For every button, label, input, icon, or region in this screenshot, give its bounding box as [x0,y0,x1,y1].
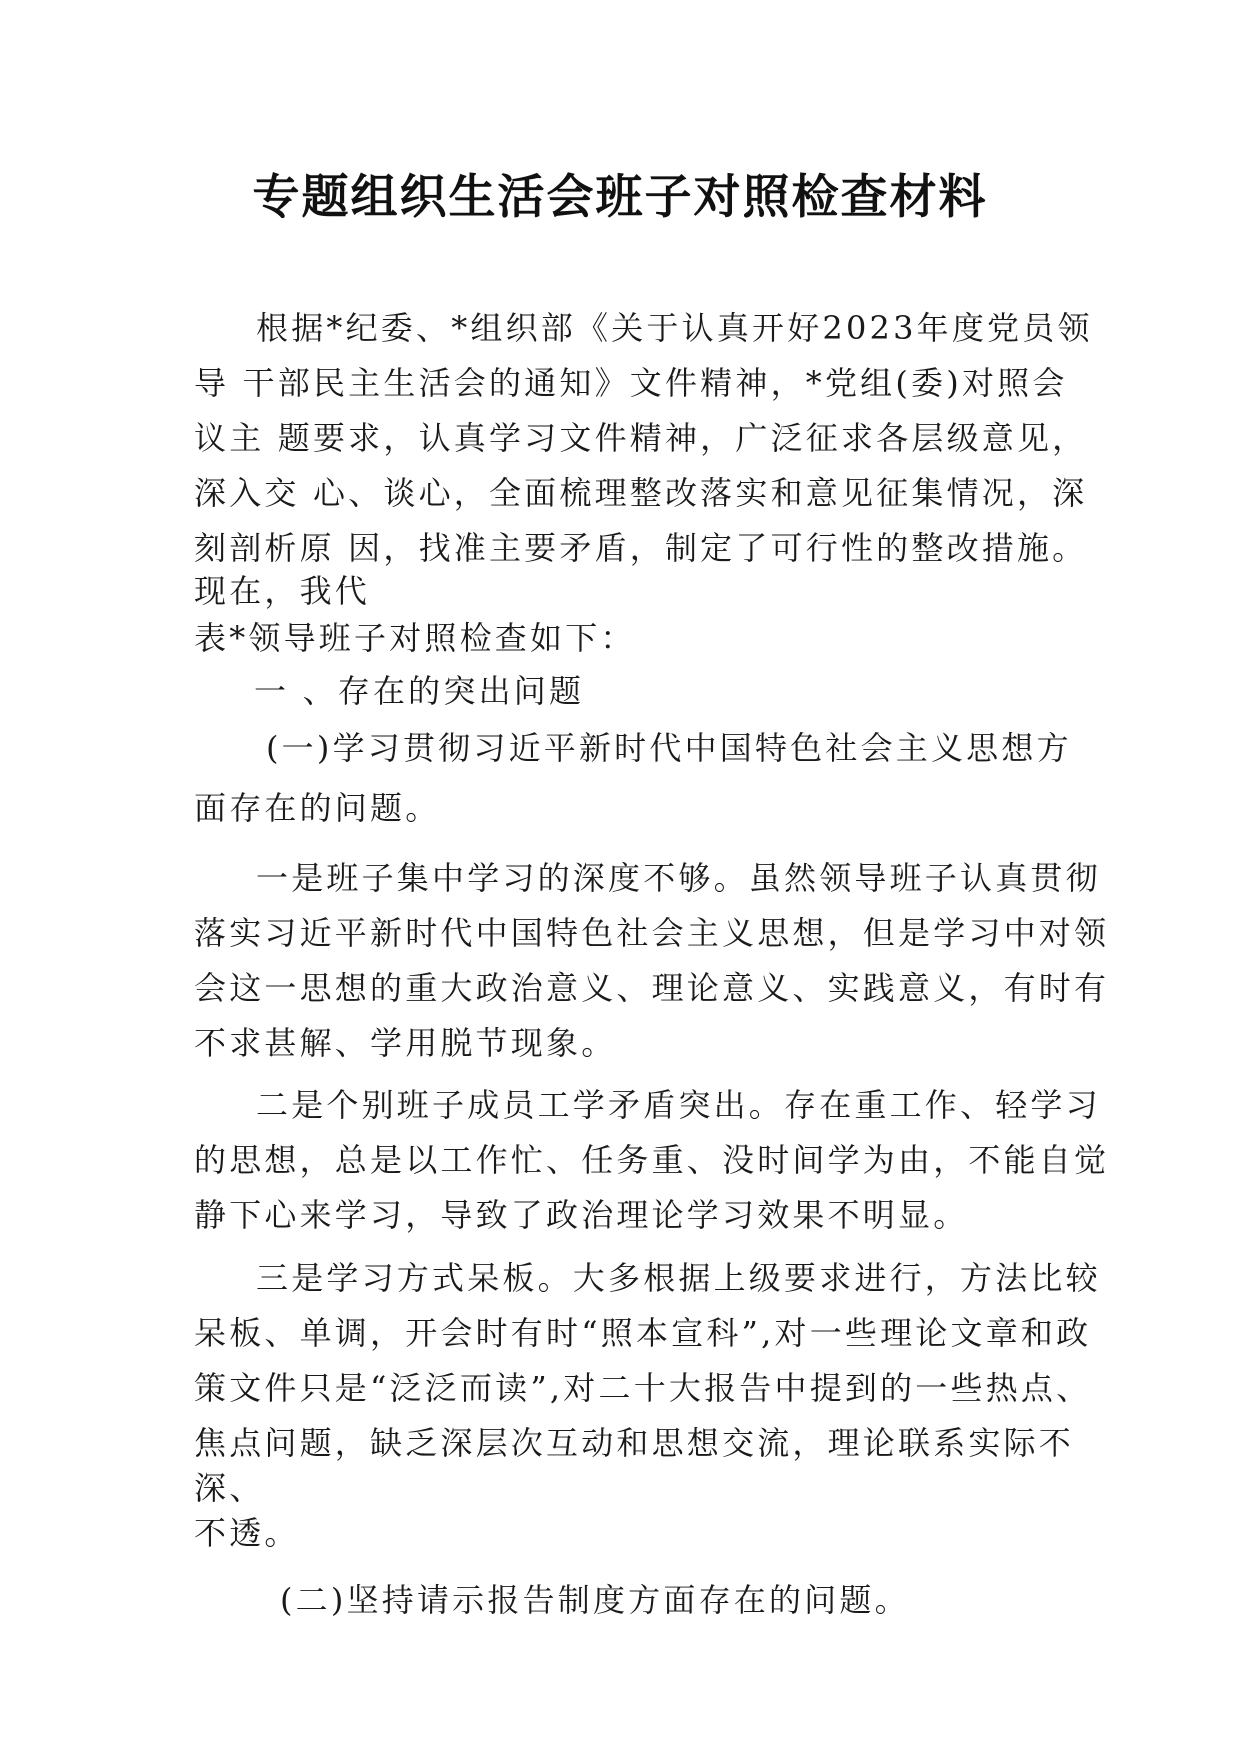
point-2-line-3: 静下心来学习，导致了政治理论学习效果不明显。 [194,1196,969,1234]
point-3-line-3: 策文件只是“泛泛而读”,对二十大报告中提到的一些热点、 [194,1369,1092,1407]
point-3-line-5: 深、 [194,1469,265,1507]
intro-line-6: 现在，我代 [194,572,371,610]
point-2-line-1: 二是个别班子成员工学矛盾突出。存在重工作、轻学习 [256,1086,1101,1124]
intro-line-7: 表*领导班子对照检查如下： [194,619,636,657]
point-1-line-1: 一是班子集中学习的深度不够。虽然领导班子认真贯彻 [256,859,1101,897]
point-1-line-2: 落实习近平新时代中国特色社会主义思想，但是学习中对领 [194,914,1110,952]
document-title: 专题组织生活会班子对照检查材料 [252,170,988,225]
section-heading-1: 一 、存在的突出问题 [254,672,585,710]
point-2-line-2: 的思想，总是以工作忙、任务重、没时间学为由，不能自觉 [194,1141,1110,1179]
subsection-1-line-2: 面存在的问题。 [194,789,441,827]
intro-line-2: 导 干部民主生活会的通知》文件精神，*党组(委)对照会 [194,364,1068,402]
subsection-1-line-1: (一)学习贯彻习近平新时代中国特色社会主义思想方 [266,729,1072,767]
point-1-line-4: 不求甚解、学用脱节现象。 [194,1024,617,1062]
intro-line-4: 深入交 心、谈心，全面梳理整改落实和意见征集情况，深 [194,474,1088,512]
subsection-heading-2: (二)坚持请示报告制度方面存在的问题。 [280,1581,910,1619]
intro-line-1: 根据*纪委、*组织部《关于认真开好2023年度党员领 [256,309,1093,347]
point-1-line-3: 会这一思想的重大政治意义、理论意义、实践意义，有时有 [194,969,1110,1007]
point-3-line-6: 不透。 [194,1514,300,1552]
intro-line-5: 刻剖析原 因，找准主要矛盾，制定了可行性的整改措施。 [194,529,1088,567]
point-3-line-4: 焦点问题，缺乏深层次互动和思想交流，理论联系实际不 [194,1424,1075,1462]
intro-line-3: 议主 题要求，认真学习文件精神，广泛征求各层级意见， [194,419,1088,457]
point-3-line-2: 呆板、单调，开会时有时“照本宣科”,对一些理论文章和政 [194,1314,1092,1352]
point-3-line-1: 三是学习方式呆板。大多根据上级要求进行，方法比较 [256,1259,1101,1297]
